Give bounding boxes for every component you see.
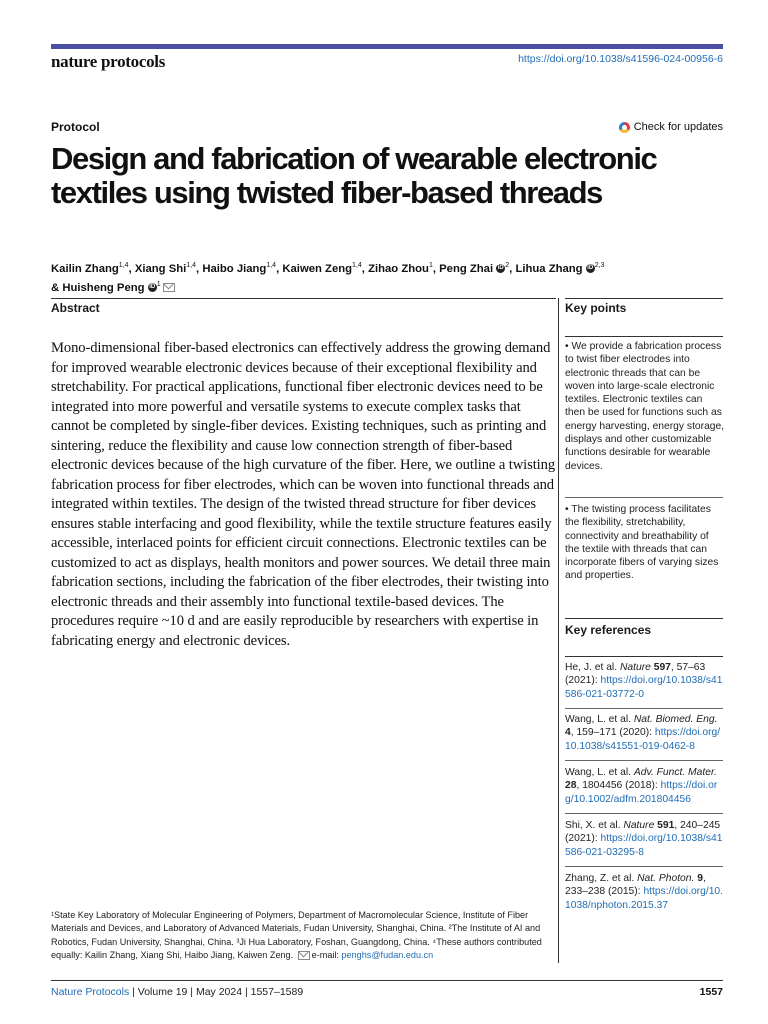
divider <box>565 618 723 619</box>
abstract-text: Mono-dimensional fiber-based electronics can effectively address the growing demand for improved wearable electronic devices because of their exceptional flexibility and stretchability. For practical applications, functional fiber electronic devices need to be integrated into more powerful and versatile systems to execute complex tasks that cannot be completed by single-fiber devices. Existing techniques, such as printing and sintering, reduce the flexibility and cause low connection strength of fiber-based electronic devices because of the high curvature of the fiber. Here, we outline a twisting fabrication process for fiber electrodes, which can be woven into functional threads and integrated within textiles. The design of the twisted thread structure for fiber devices ensures stable interfacing and good flexibility, while the textile structure features easily accessible, interlaced points for efficient circuit connections. Electronic textiles can be customized to act as displays, health monitors and power sources. We detail three main fabrication sections, including the fabrication of the fiber electrodes, their twisting into electronic threads and their assembly into functional textile-based devices. The procedures require ~10 d and are easily reproducible by researchers with expertise in fabricating energy and electronic devices. <box>51 340 556 649</box>
column-divider <box>558 298 559 963</box>
author: Lihua Zhang <box>515 262 583 275</box>
email-link[interactable]: penghs@fudan.edu.cn <box>341 949 434 960</box>
divider <box>565 656 723 657</box>
reference-link[interactable]: https://doi.org/10.1002/adfm.201804456 <box>565 780 718 805</box>
journal-name: nature protocols <box>51 52 166 71</box>
author: Huisheng Peng <box>62 281 145 294</box>
divider <box>565 760 723 761</box>
author: Xiang Shi <box>134 262 187 275</box>
check-updates-icon <box>619 122 630 133</box>
check-updates-label: Check for updates <box>633 121 723 133</box>
divider <box>565 708 723 709</box>
reference-item: Shi, X. et al. Nature 591, 240–245 (2021): https://doi.org/10.1038/s41586-021-03295-8 <box>565 820 723 858</box>
footer-divider <box>51 980 723 981</box>
author: Kaiwen Zeng <box>282 262 353 275</box>
author: Kailin Zhang <box>51 262 119 275</box>
email-icon[interactable] <box>163 283 175 292</box>
reference-item: He, J. et al. Nature 597, 57–63 (2021): https://doi.org/10.1038/s41586-021-03772-0 <box>565 662 723 700</box>
reference-link[interactable]: https://doi.org/10.1038/nphoton.2015.37 <box>565 886 724 911</box>
reference-item: Zhang, Z. et al. Nat. Photon. 9, 233–238 (2015): https://doi.org/10.1038/nphoton.2015.37 <box>565 873 724 911</box>
key-points-heading: Key points <box>565 301 627 315</box>
divider <box>565 298 723 299</box>
abstract-heading: Abstract <box>51 301 100 315</box>
article-type: Protocol <box>51 120 100 134</box>
orcid-icon[interactable]: iD <box>497 265 504 272</box>
article-title: Design and fabrication of wearable electronic textiles using twisted fiber-based threads <box>51 141 657 210</box>
doi-link[interactable]: https://doi.org/10.1038/s41596-024-00956-6 <box>518 53 723 65</box>
reference-link[interactable]: https://doi.org/10.1038/s41551-019-0462-8 <box>565 727 721 752</box>
footer-journal-link[interactable]: Nature Protocols <box>51 986 130 998</box>
orcid-icon[interactable]: iD <box>149 284 156 291</box>
email-icon <box>298 951 310 960</box>
header-brand-bar <box>51 44 723 49</box>
orcid-icon[interactable]: iD <box>587 265 594 272</box>
reference-link[interactable]: https://doi.org/10.1038/s41586-021-03295-8 <box>565 833 723 858</box>
divider <box>51 298 556 299</box>
key-references-heading: Key references <box>565 623 652 637</box>
reference-item: Wang, L. et al. Nat. Biomed. Eng. 4, 159–171 (2020): https://doi.org/10.1038/s41551-019-0462-8 <box>565 714 721 752</box>
key-point-item: • The twisting process facilitates the flexibility, stretchability, connectivity and breathability of the textile with threads that can incorporate fibers of varying sizes and properties. <box>565 504 719 582</box>
author: Zihao Zhou <box>368 262 429 275</box>
key-point-item: • We provide a fabrication process to twist fiber electrodes into electronic threads that can be woven into large-scale electronic textiles. Electronic textiles can then be used for functions such as energy harvesting, energy storage, displays and other customizable functions desirable for wearable devices. <box>565 341 725 472</box>
author-list: Kailin Zhang$^{1,4}$, Xiang Shi$^{1,4}$, Haibo Jiang$^{1,4}$, Kaiwen Zeng$^{1,4}$, Zihao Zhou$^1$, Peng Zhai iD $^2$, Lihua Zhang iD $^{2,3}$ & Huisheng Peng iD $^1$ <box>51 262 605 294</box>
affiliation-footnote: ¹State Key Laboratory of Molecular Engineering of Polymers, Department of Macromolecular Science, Institute of Fiber Materials and Devices, and Laboratory of Advanced Materials, Fudan University, Shanghai, China. ²The Institute of AI and Robotics, Fudan University, Shanghai, China. ³Ji Hua Laboratory, Foshan, Guangdong, China. ⁴These authors contributed equally: Kailin Zhang, Xiang Shi, Haibo Jiang, Kaiwen Zeng. e-mail: penghs@fudan.edu.cn <box>51 910 542 960</box>
reference-link[interactable]: https://doi.org/10.1038/s41586-021-03772-0 <box>565 675 723 700</box>
divider <box>565 336 723 337</box>
author: Peng Zhai <box>439 262 494 275</box>
divider <box>565 866 723 867</box>
footer-citation: Nature Protocols | Volume 19 | May 2024 | 1557–1589 <box>51 986 304 998</box>
author: Haibo Jiang <box>202 262 267 275</box>
reference-item: Wang, L. et al. Adv. Funct. Mater. 28, 1804456 (2018): https://doi.org/10.1002/adfm.201804456 <box>565 767 718 805</box>
check-updates-button[interactable] <box>619 121 723 133</box>
divider <box>565 497 723 498</box>
page-number: 1557 <box>699 986 723 998</box>
divider <box>565 813 723 814</box>
